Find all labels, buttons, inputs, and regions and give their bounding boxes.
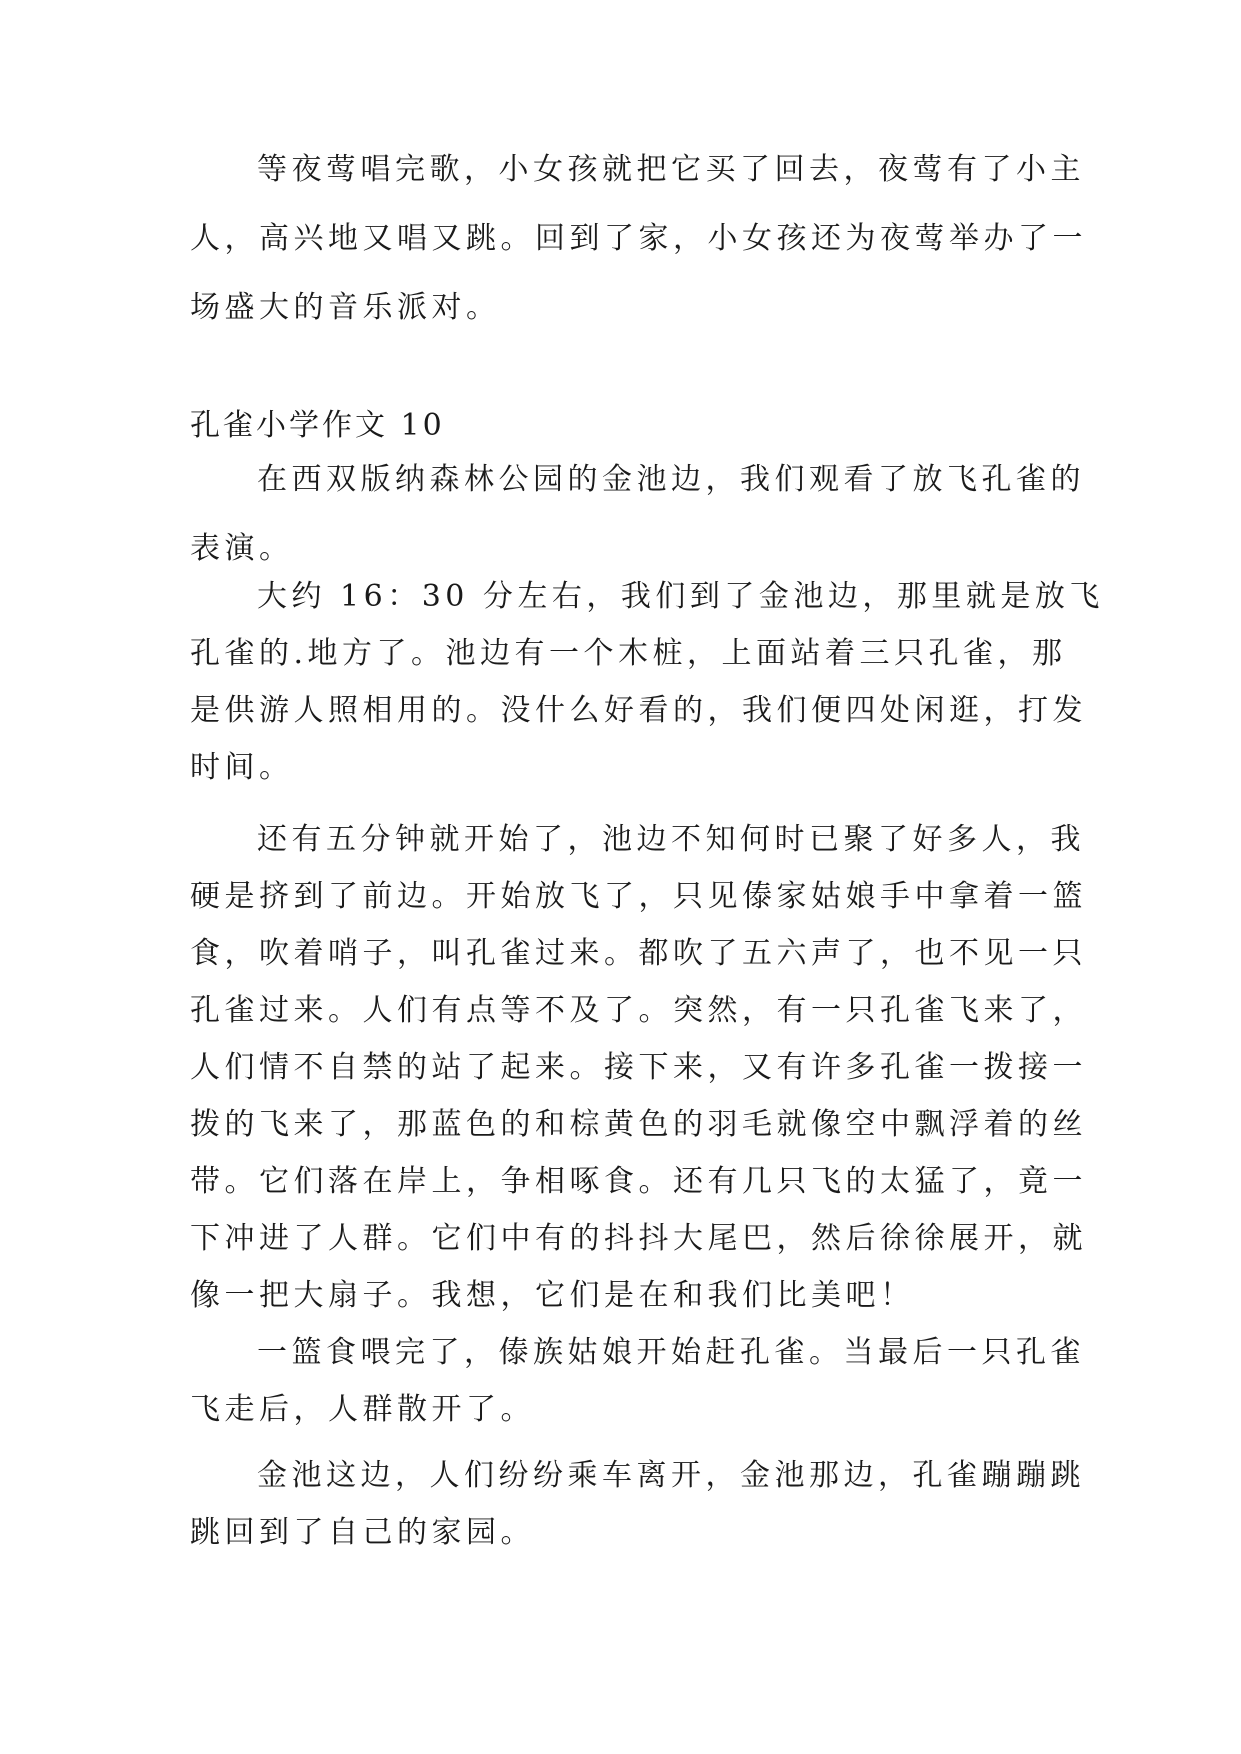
- paragraph-line: 是供游人照相用的。没什么好看的，我们便四处闲逛，打发: [190, 693, 1087, 728]
- paragraph-line: 人们情不自禁的站了起来。接下来，又有许多孔雀一拨接一: [190, 1050, 1087, 1085]
- paragraph-line: 大约 16：30 分左右，我们到了金池边，那里就是放飞: [257, 579, 1104, 614]
- paragraph-line: 拨的飞来了，那蓝色的和棕黄色的羽毛就像空中飘浮着的丝: [190, 1107, 1087, 1142]
- paragraph-line: 人，高兴地又唱又跳。回到了家，小女孩还为夜莺举办了一: [190, 221, 1087, 256]
- paragraph-line: 孔雀过来。人们有点等不及了。突然，有一只孔雀飞来了，: [190, 993, 1087, 1028]
- paragraph-line: 金池这边，人们纷纷乘车离开，金池那边，孔雀蹦蹦跳: [257, 1458, 1085, 1493]
- paragraph-line: 像一把大扇子。我想，它们是在和我们比美吧！: [190, 1278, 915, 1313]
- paragraph-line: 孔雀的.地方了。池边有一个木桩，上面站着三只孔雀，那: [190, 636, 1067, 671]
- paragraph-line: 场盛大的音乐派对。: [190, 290, 501, 325]
- paragraph-line: 带。它们落在岸上，争相啄食。还有几只飞的太猛了，竟一: [190, 1164, 1087, 1199]
- essay-heading: 孔雀小学作文 10: [190, 408, 445, 443]
- paragraph-line: 硬是挤到了前边。开始放飞了，只见傣家姑娘手中拿着一篮: [190, 879, 1087, 914]
- paragraph-line: 食，吹着哨子，叫孔雀过来。都吹了五六声了，也不见一只: [190, 936, 1087, 971]
- paragraph-line: 一篮食喂完了，傣族姑娘开始赶孔雀。当最后一只孔雀: [257, 1335, 1085, 1370]
- paragraph-line: 等夜莺唱完歌，小女孩就把它买了回去，夜莺有了小主: [257, 152, 1085, 187]
- paragraph-line: 表演。: [190, 531, 294, 566]
- paragraph-line: 时间。: [190, 750, 294, 785]
- paragraph-line: 在西双版纳森林公园的金池边，我们观看了放飞孔雀的: [257, 462, 1085, 497]
- paragraph-line: 下冲进了人群。它们中有的抖抖大尾巴，然后徐徐展开，就: [190, 1221, 1087, 1256]
- paragraph-line: 飞走后，人群散开了。: [190, 1392, 535, 1427]
- paragraph-line: 跳回到了自己的家园。: [190, 1515, 535, 1550]
- paragraph-line: 还有五分钟就开始了，池边不知何时已聚了好多人，我: [257, 822, 1085, 857]
